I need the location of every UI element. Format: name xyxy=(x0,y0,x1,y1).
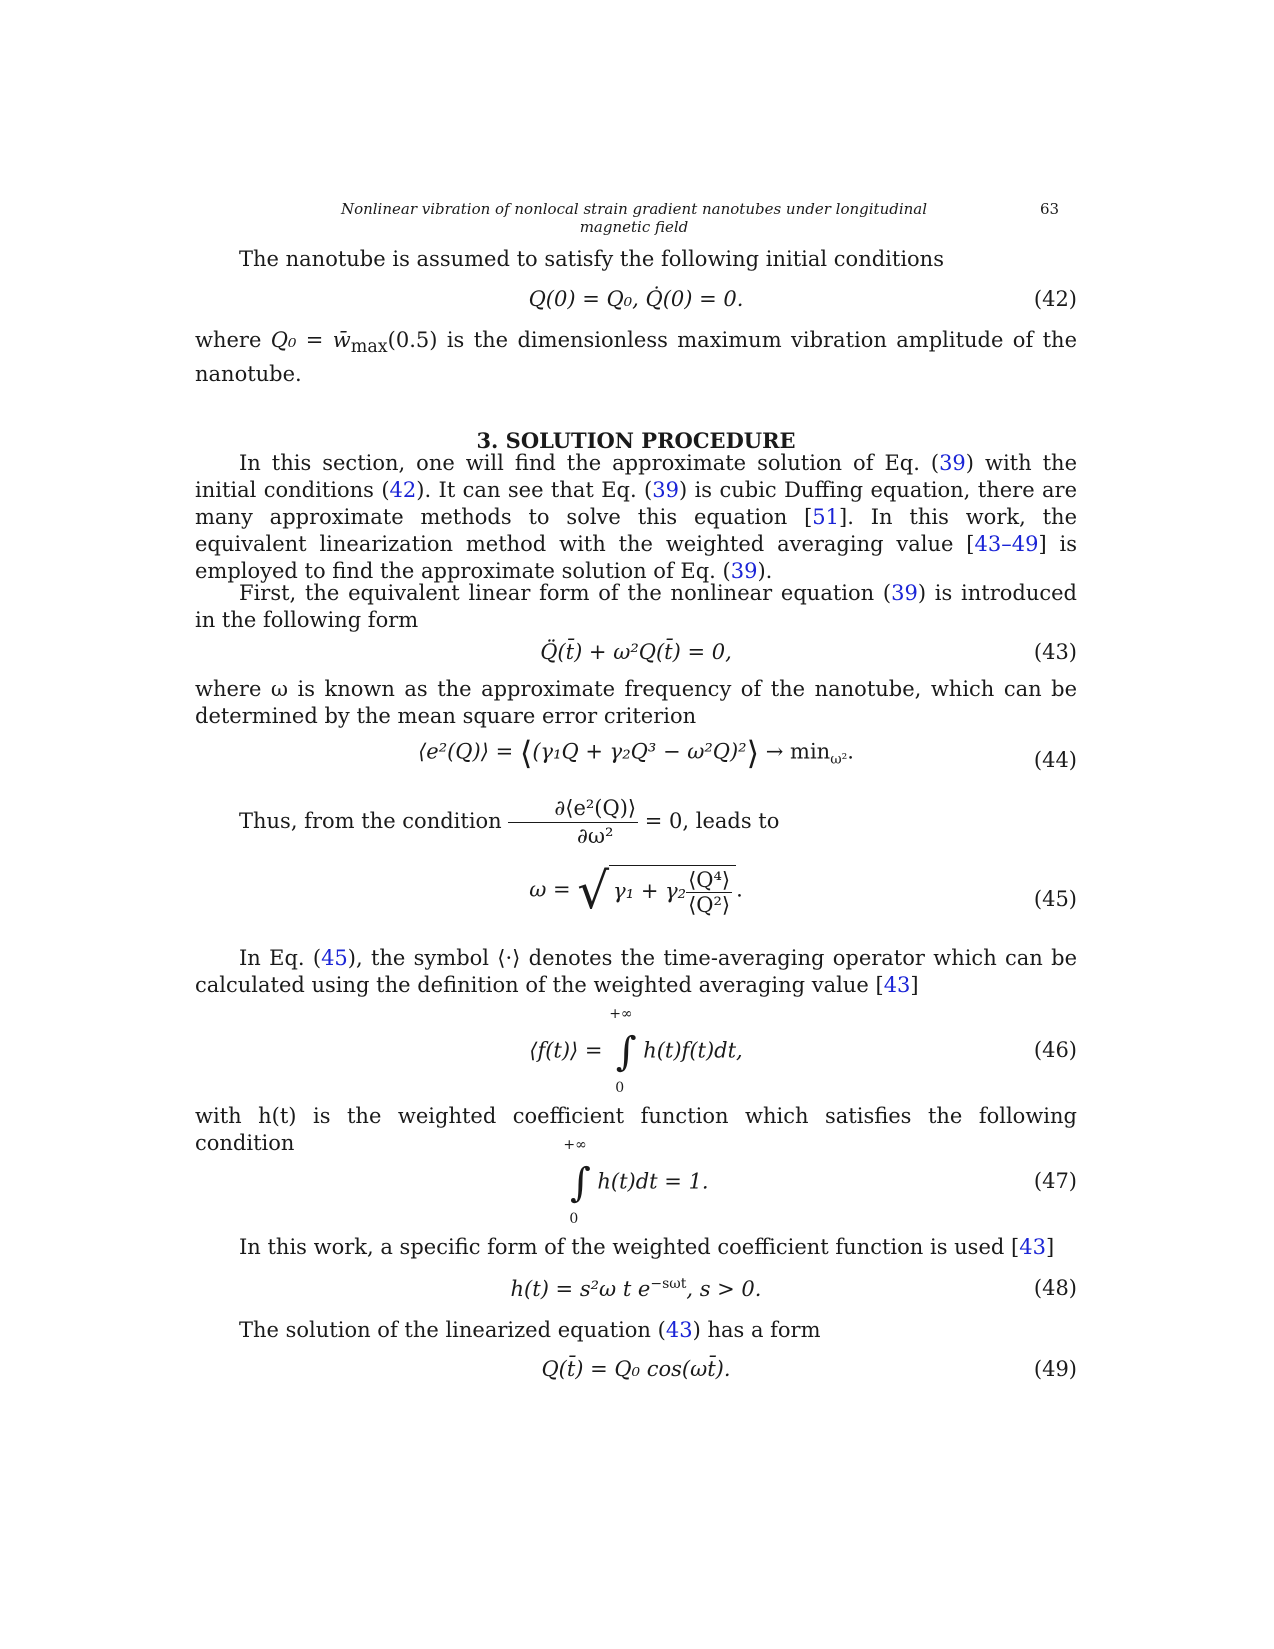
integral-47 xyxy=(563,1137,597,1227)
equation-45: ω = √ γ₁ + γ₂ $\frac{\text{⟨Q⁴⟩}}{\text{⟨Q²⟩}}$ . (45) xyxy=(529,862,1077,920)
eq45-fraction xyxy=(686,868,732,917)
eq44-number: (44) xyxy=(1033,748,1077,772)
equation-44: ⟨e²(Q)⟩ = ⟨(γ₁Q + γ₂Q³ − ω²Q)²⟩ → $\min_{\omega^2}$. (44) xyxy=(418,734,1077,772)
eq46-lhs: ⟨f(t)⟩ = xyxy=(529,1038,610,1063)
paragraph-solution-form xyxy=(195,1317,1077,1344)
eq44-arrow: → min xyxy=(759,739,831,764)
equation-46 xyxy=(195,1006,1077,1096)
eq44-sub: ω² xyxy=(830,751,848,768)
eq43-number: (43) xyxy=(1033,640,1077,664)
paragraph-initial-conditions: The nanotube is assumed to satisfy the following initial conditions xyxy=(239,247,944,271)
eq45-denominator: ⟨Q²⟩ xyxy=(688,893,731,917)
paragraph-specific-form xyxy=(195,1234,1077,1261)
p4-t1: First, the equivalent linear form of the nonlinear equation ( xyxy=(239,581,892,605)
eq45-numerator: ⟨Q⁴⟩ xyxy=(688,868,731,892)
eq45-lhs: ω = xyxy=(529,877,578,902)
p3-t5: ]. In this work, the equivalent linearization method with the weighted averaging value [ xyxy=(195,505,1078,556)
eq42-number: (42) xyxy=(1033,287,1077,311)
ref-eq-43[interactable]: 43 xyxy=(665,1318,693,1342)
p6-before: Thus, from the condition xyxy=(239,809,509,833)
angle-open: ⟨ xyxy=(519,734,533,772)
paragraph-averaging xyxy=(195,945,1077,999)
page-number: 63 xyxy=(1040,200,1060,218)
integral-sign: ∫ xyxy=(615,1029,637,1075)
p10-t1: The solution of the linearized equation ( xyxy=(239,1318,666,1342)
eq46-lower: 0 xyxy=(615,1080,625,1096)
condition-fraction xyxy=(508,795,638,850)
integral-46 xyxy=(609,1006,643,1096)
condition-denominator: ∂ω² xyxy=(577,824,614,848)
eq48-number: (48) xyxy=(1033,1276,1077,1300)
ref-eq-42[interactable]: 42 xyxy=(389,478,417,502)
eq44-body: (γ₁Q + γ₂Q³ − ω²Q)² xyxy=(532,739,747,764)
integral-sign: ∫ xyxy=(569,1160,591,1206)
p7-t1: In Eq. ( xyxy=(239,946,322,970)
ref-eq-39[interactable]: 39 xyxy=(652,478,679,502)
angle-close: ⟩ xyxy=(746,734,760,772)
p3-t4: ) is cubic Duffing equation, there are many approximate methods to solve this equation [ xyxy=(195,478,1078,529)
paragraph-frequency: where ω is known as the approximate frequency of the nanotube, which can be determined by the mean square error criterion xyxy=(195,677,1077,728)
p3-t7: ). xyxy=(757,559,773,583)
p9-t2: ] xyxy=(1045,1235,1055,1259)
eq48-tail: , s > 0. xyxy=(686,1277,762,1301)
equation-47 xyxy=(195,1137,1077,1228)
ref-eq-45[interactable]: 45 xyxy=(321,946,348,970)
eq48-body: h(t) = s²ω t e xyxy=(510,1277,651,1301)
eq46-number: (46) xyxy=(1033,1038,1077,1062)
ref-eq-39[interactable]: 39 xyxy=(939,451,966,475)
section-title: 3. SOLUTION PROCEDURE xyxy=(476,428,796,453)
p2-a: where xyxy=(195,328,271,352)
eq47-number: (47) xyxy=(1033,1169,1077,1193)
ref-cite-43-49[interactable]: 43–49 xyxy=(974,532,1039,556)
eq45-term: γ₁ + γ₂ xyxy=(613,879,687,903)
paragraph-section-intro xyxy=(195,450,1077,585)
ref-cite-43[interactable]: 43 xyxy=(883,973,911,997)
ref-eq-39[interactable]: 39 xyxy=(891,581,918,605)
running-header: Nonlinear vibration of nonlocal strain gradient nanotubes under longitudinal magnetic field xyxy=(340,200,928,236)
p2-d: (0.5) is the dimensionless maximum vibration amplitude of the nanotube. xyxy=(195,328,1077,387)
eq47-upper: +∞ xyxy=(563,1137,587,1153)
eq49-body: Q(t̄) = Q₀ cos(ωt̄). xyxy=(541,1357,731,1381)
p2-b: Q₀ = w̄ xyxy=(270,328,351,352)
p9-t1: In this work, a specific form of the weighted coefficient function is used [ xyxy=(239,1235,1020,1259)
eq49-number: (49) xyxy=(1033,1357,1077,1381)
sqrt-sign: √ xyxy=(577,862,610,920)
p3-t1: In this section, one will find the approximate solution of Eq. ( xyxy=(239,451,940,475)
p3-t2: ) with the initial conditions ( xyxy=(195,451,1077,502)
paragraph-weighted-coefficient: with h(t) is the weighted coefficient function which satisfies the following condition xyxy=(195,1104,1077,1155)
p3-t3: ). It can see that Eq. ( xyxy=(416,478,653,502)
ref-eq-39[interactable]: 39 xyxy=(730,559,758,583)
ref-cite-51[interactable]: 51 xyxy=(812,505,840,529)
sqrt-body xyxy=(609,865,736,917)
eq42-body: Q(0) = Q₀, Q̇(0) = 0. xyxy=(528,287,744,311)
eq46-body: h(t)f(t)dt, xyxy=(643,1038,743,1063)
eq43-body: Q̈(t̄) + ω²Q(t̄) = 0, xyxy=(540,640,732,664)
p10-t2: ) has a form xyxy=(692,1318,821,1342)
eq46-upper: +∞ xyxy=(609,1006,633,1022)
eq45-number: (45) xyxy=(1033,887,1077,911)
p4-t2: ) is introduced in the following form xyxy=(195,581,1077,632)
eq47-lower: 0 xyxy=(569,1211,579,1227)
p7-t2: ), the symbol ⟨·⟩ denotes the time-averaging operator which can be calculated using the definition of the weighted averaging value [ xyxy=(195,946,1077,997)
paragraph-condition xyxy=(195,795,1077,850)
ref-cite-43[interactable]: 43 xyxy=(1019,1235,1046,1259)
eq47-body: h(t)dt = 1. xyxy=(597,1169,709,1194)
eq48-exponent: −sωt xyxy=(650,1276,687,1292)
condition-numerator: ∂⟨e²(Q)⟩ xyxy=(508,795,638,823)
paragraph-linear-form xyxy=(195,580,1077,634)
p3-t6: ] is employed to find the approximate solution of Eq. ( xyxy=(195,532,1077,583)
eq44-lhs: ⟨e²(Q)⟩ = xyxy=(418,739,520,764)
paragraph-where-q0 xyxy=(195,327,1077,388)
p7-t3: ] xyxy=(910,973,919,997)
p2-c: max xyxy=(350,337,388,358)
p6-after: = 0, leads to xyxy=(638,809,780,833)
